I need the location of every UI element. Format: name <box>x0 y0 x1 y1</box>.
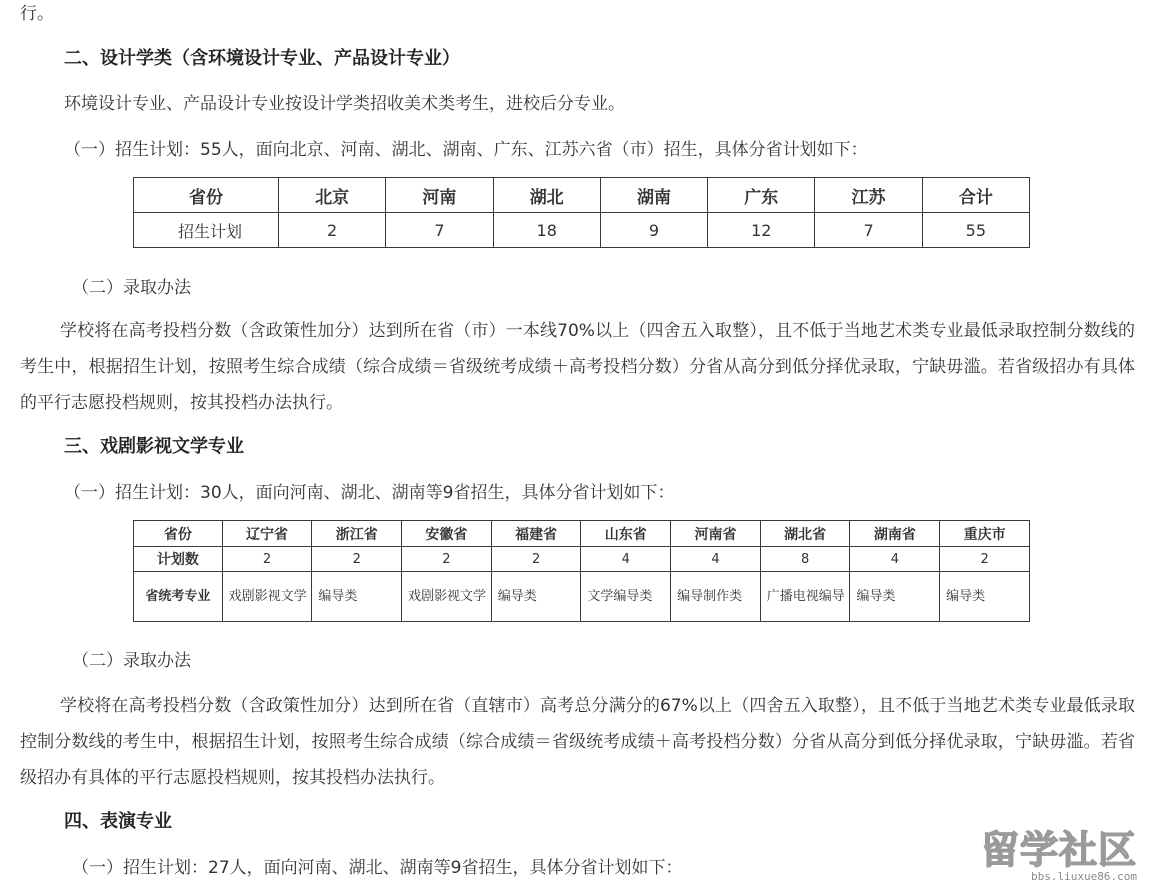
table-cell: 编导类 <box>491 572 581 622</box>
table-row <box>134 547 1030 572</box>
table-header-cell: 河南 <box>386 178 493 213</box>
section2-method-text: 学校将在高考投档分数（含政策性加分）达到所在省（市）一本线70%以上（四舍五入取整），且不低于当地艺术类专业最低录取控制分数线的考生中，根据招生计划，按照考生综合成绩（综合成绩＝省级统考成绩＋高考投档分数）分省从高分到低分择优录取，宁缺毋滥。若省级招办有具体的平行志愿投档规则，按其投档办法执行。 <box>20 321 1135 413</box>
table-cell: 戏剧影视文学 <box>222 572 312 622</box>
table-header-cell: 重庆市 <box>940 521 1030 547</box>
table-header-cell: 山东省 <box>581 521 671 547</box>
table-cell: 4 <box>581 547 671 572</box>
table-header-cell: 湖北省 <box>760 521 850 547</box>
table-cell: 广播电视编导 <box>760 572 850 622</box>
table-header-cell: 合计 <box>922 178 1029 213</box>
table-header-cell: 北京 <box>279 178 386 213</box>
section3-plan-line: （一）招生计划：30人，面向河南、湖北、湖南等9省招生，具体分省计划如下： <box>64 483 675 503</box>
table-header-cell: 福建省 <box>491 521 581 547</box>
table-header-cell: 省份 <box>134 521 223 547</box>
table-header-cell: 江苏 <box>815 178 922 213</box>
table-cell: 4 <box>850 547 940 572</box>
table-cell: 编导制作类 <box>671 572 761 622</box>
section4-heading: 四、表演专业 <box>64 811 172 832</box>
table-cell: 2 <box>402 547 492 572</box>
table-cell: 2 <box>222 547 312 572</box>
section2-heading: 二、设计学类（含环境设计专业、产品设计专业） <box>64 48 460 69</box>
table-header-cell: 安徽省 <box>402 521 492 547</box>
section2-plan-table <box>133 177 1030 248</box>
section2-method-title: （二）录取办法 <box>72 278 191 298</box>
watermark <box>981 830 1137 883</box>
table-cell: 7 <box>815 213 922 248</box>
table-header-cell: 湖北 <box>493 178 600 213</box>
table-cell: 9 <box>600 213 707 248</box>
table-row-label: 省统考专业 <box>134 572 223 622</box>
table-cell: 编导类 <box>312 572 402 622</box>
section3-plan-table <box>133 520 1030 622</box>
section3-method-title: （二）录取办法 <box>72 651 191 671</box>
table-cell: 4 <box>671 547 761 572</box>
top-fragment: 行。 <box>20 4 54 24</box>
table-header-row <box>134 178 1030 213</box>
table-header-cell: 广东 <box>708 178 815 213</box>
table-header-row <box>134 521 1030 547</box>
table-cell: 编导类 <box>850 572 940 622</box>
table-cell: 2 <box>940 547 1030 572</box>
table-header-cell: 省份 <box>134 178 279 213</box>
watermark-logo-text: 留学社区 <box>980 828 1137 872</box>
table-cell: 12 <box>708 213 815 248</box>
table-cell: 2 <box>312 547 402 572</box>
table-header-cell: 辽宁省 <box>222 521 312 547</box>
table-cell: 55 <box>922 213 1029 248</box>
table-header-cell: 河南省 <box>671 521 761 547</box>
section3-heading: 三、戏剧影视文学专业 <box>64 436 244 457</box>
table-cell: 2 <box>491 547 581 572</box>
section2-intro: 环境设计专业、产品设计专业按设计学类招收美术类考生，进校后分专业。 <box>64 94 625 114</box>
table-cell: 文学编导类 <box>581 572 671 622</box>
section4-plan-line: （一）招生计划：27人，面向河南、湖北、湖南等9省招生，具体分省计划如下： <box>72 858 683 878</box>
table-cell: 2 <box>279 213 386 248</box>
table-cell: 18 <box>493 213 600 248</box>
table-header-cell: 浙江省 <box>312 521 402 547</box>
section2-plan-line: （一）招生计划：55人，面向北京、河南、湖北、湖南、广东、江苏六省（市）招生，具体分省计划如下： <box>64 140 868 160</box>
table-header-cell: 湖南 <box>600 178 707 213</box>
table-header-cell: 湖南省 <box>850 521 940 547</box>
table-row-label: 招生计划 <box>134 213 279 248</box>
table-row <box>134 213 1030 248</box>
section3-method-text: 学校将在高考投档分数（含政策性加分）达到所在省（直辖市）高考总分满分的67%以上（四舍五入取整），且不低于当地艺术类专业最低录取控制分数线的考生中，根据招生计划，按照考生综合成绩（综合成绩＝省级统考成绩＋高考投档分数）分省从高分到低分择优录取，宁缺毋滥。若省级招办有具体的平行志愿投档规则，按其投档办法执行。 <box>20 696 1135 788</box>
table-cell: 8 <box>760 547 850 572</box>
table-cell: 戏剧影视文学 <box>402 572 492 622</box>
table-cell: 编导类 <box>940 572 1030 622</box>
table-cell: 7 <box>386 213 493 248</box>
watermark-url: bbs.liuxue86.com <box>1031 870 1137 883</box>
table-row-label: 计划数 <box>134 547 223 572</box>
table-row <box>134 572 1030 622</box>
